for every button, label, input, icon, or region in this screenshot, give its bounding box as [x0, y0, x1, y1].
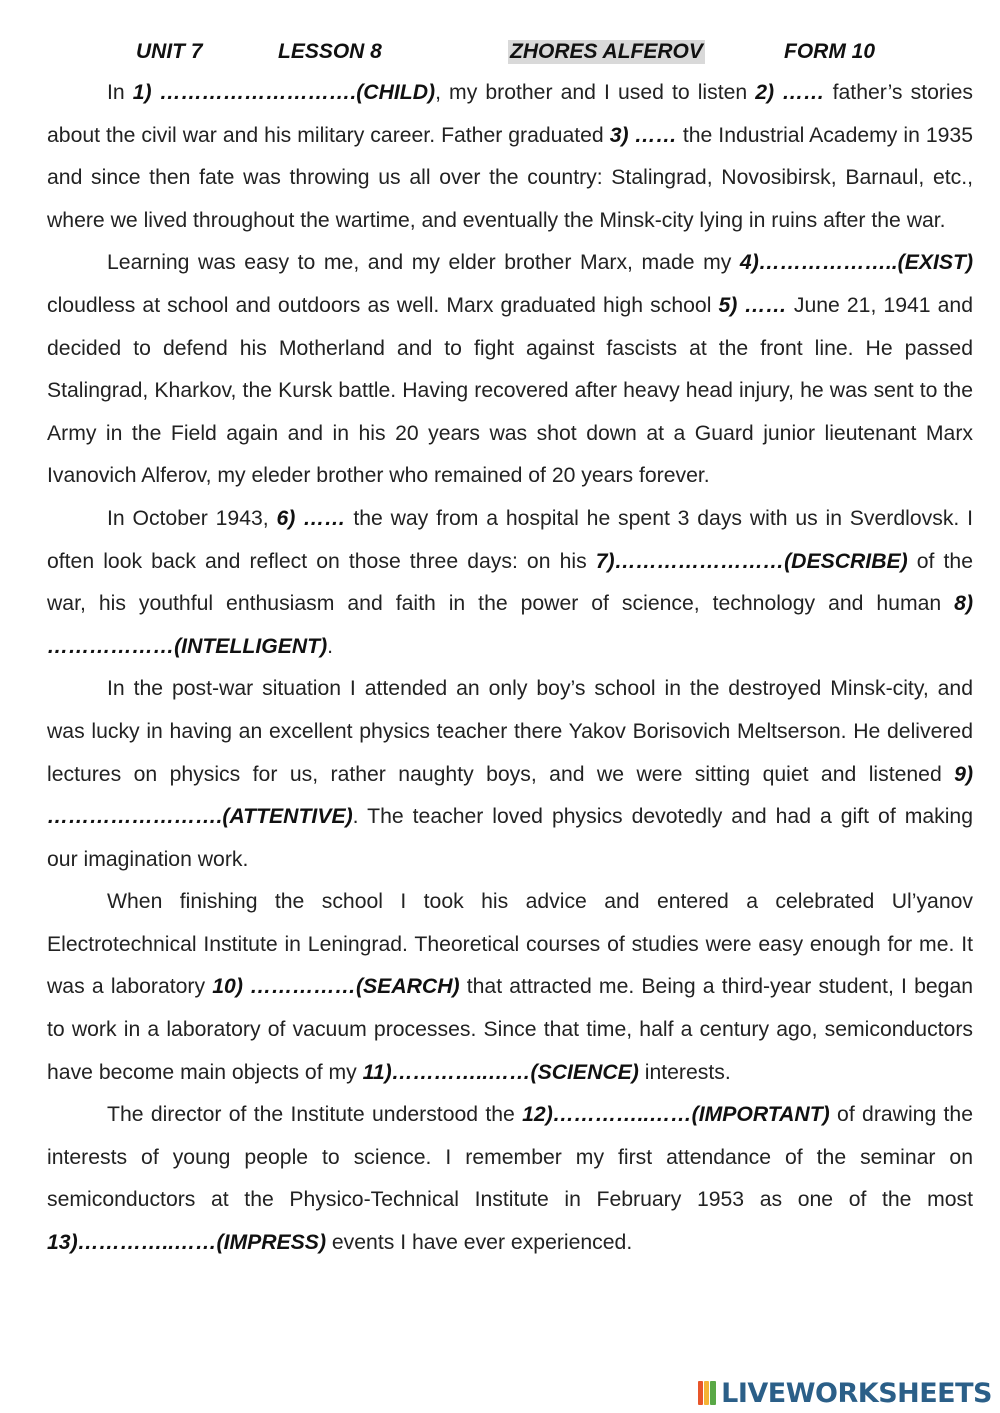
worksheet-text — [47, 72, 973, 1265]
body-text: In October 1943, — [107, 506, 277, 530]
body-text: of drawing the interests of young people to science. I remember my first attendance of the seminar on semiconductors at the Physico-Technical Institute in February 1953 as one of the most — [47, 1103, 973, 1212]
liveworksheets-watermark — [697, 1375, 992, 1411]
body-text: In — [107, 81, 133, 104]
gap-fill-blank[interactable]: 12)…………..……(IMPORTANT) — [522, 1103, 830, 1127]
body-text: interests. — [638, 1060, 731, 1084]
body-text: In the post-war situation I attended an only boy’s school in the destroyed Minsk-city, and was lucky in having an excellent physics teacher there Yakov Borisovich Meltserson. He delivered lectures on physics for us, rather naughty boys, and we were sitting quiet and listened — [47, 677, 973, 786]
body-text: Learning was easy to me, and my elder brother Marx, made my — [107, 251, 740, 275]
gap-fill-blank[interactable]: 3) …… — [609, 123, 677, 147]
body-text: . — [327, 634, 334, 658]
gap-fill-blank[interactable]: 7)……………………(DESCRIBE) — [595, 549, 908, 573]
gap-fill-blank[interactable]: 5) …… — [718, 293, 787, 317]
body-text: the way from a hospital he spent 3 days with us in Sverdlovsk. I often look back and reflect on those three days: on his — [47, 506, 974, 573]
gap-fill-blank[interactable]: 6) …… — [276, 506, 346, 530]
body-text: the Industrial Academy in 1935 and since then fate was throwing us all over the country: Stalingrad, Novosibirsk, Barnaul, etc., where we lived throughout the wartime, and eventually the Minsk-city lying in ruins after the war. — [47, 123, 973, 232]
body-text: June 21, 1941 and decided to defend his Motherland and to fight against fascists at the front line. He passed Stalingrad, Kharkov, the Kursk battle. Having recovered after heavy head injury, he was sent to the Army in the Field again and in his 20 years was shot down at a Guard junior lieutenant Marx Ivanovich Alferov, my eleder brother who remained of 20 years forever. — [47, 293, 973, 488]
liveworksheets-logo-icon — [697, 1380, 717, 1406]
gap-fill-blank[interactable]: 1) ……………………….(CHILD) — [132, 81, 436, 104]
gap-fill-blank[interactable]: 2) …… — [755, 81, 825, 104]
gap-fill-blank[interactable]: 4)………………..(EXIST) — [739, 251, 973, 275]
gap-fill-blank[interactable]: 10) ……………(SEARCH) — [212, 975, 460, 999]
body-text: , my brother and I used to listen — [435, 81, 756, 104]
form-label: FORM 10 — [784, 40, 876, 63]
paragraph — [47, 242, 973, 498]
paragraph — [47, 72, 973, 242]
worksheet-header — [0, 40, 1000, 70]
paragraph — [47, 668, 973, 881]
body-text: of the war, his youthful enthusiasm and faith in the power of science, technology and human — [47, 549, 973, 616]
gap-fill-blank[interactable]: 9) …………………….(ATTENTIVE) — [47, 762, 973, 829]
liveworksheets-logo-text: LIVEWORKSHEETS — [721, 1377, 992, 1409]
paragraph — [47, 881, 973, 1094]
paragraph — [47, 498, 973, 668]
gap-fill-blank[interactable]: 8) ………………(INTELLIGENT) — [47, 592, 973, 658]
body-text: cloudless at school and outdoors as well. Marx graduated high school — [47, 293, 719, 317]
body-text: father’s stories about the civil war and his military career. Father graduated — [47, 81, 973, 147]
gap-fill-blank[interactable]: 13)…………..……(IMPRESS) — [47, 1231, 326, 1255]
body-text: When finishing the school I took his advice and entered a celebrated Ul’yanov Electrotechnical Institute in Leningrad. Theoretical courses of studies were easy enough for me. It was a laboratory — [47, 890, 973, 999]
body-text: events I have ever experienced. — [326, 1231, 633, 1255]
body-text: The director of the Institute understood the — [107, 1103, 523, 1127]
lesson-label: LESSON 8 — [278, 40, 382, 63]
body-text: . The teacher loved physics devotedly and had a gift of making our imagination work. — [47, 805, 973, 871]
paragraph — [47, 1094, 973, 1264]
body-text: that attracted me. Being a third-year student, I began to work in a laboratory of vacuum processes. Since that time, half a century ago, semiconductors have become main objects of my — [47, 975, 974, 1084]
topic-title: ZHORES ALFEROV — [510, 40, 703, 63]
gap-fill-blank[interactable]: 11)…………..……(SCIENCE) — [362, 1060, 639, 1084]
unit-label: UNIT 7 — [136, 40, 203, 63]
